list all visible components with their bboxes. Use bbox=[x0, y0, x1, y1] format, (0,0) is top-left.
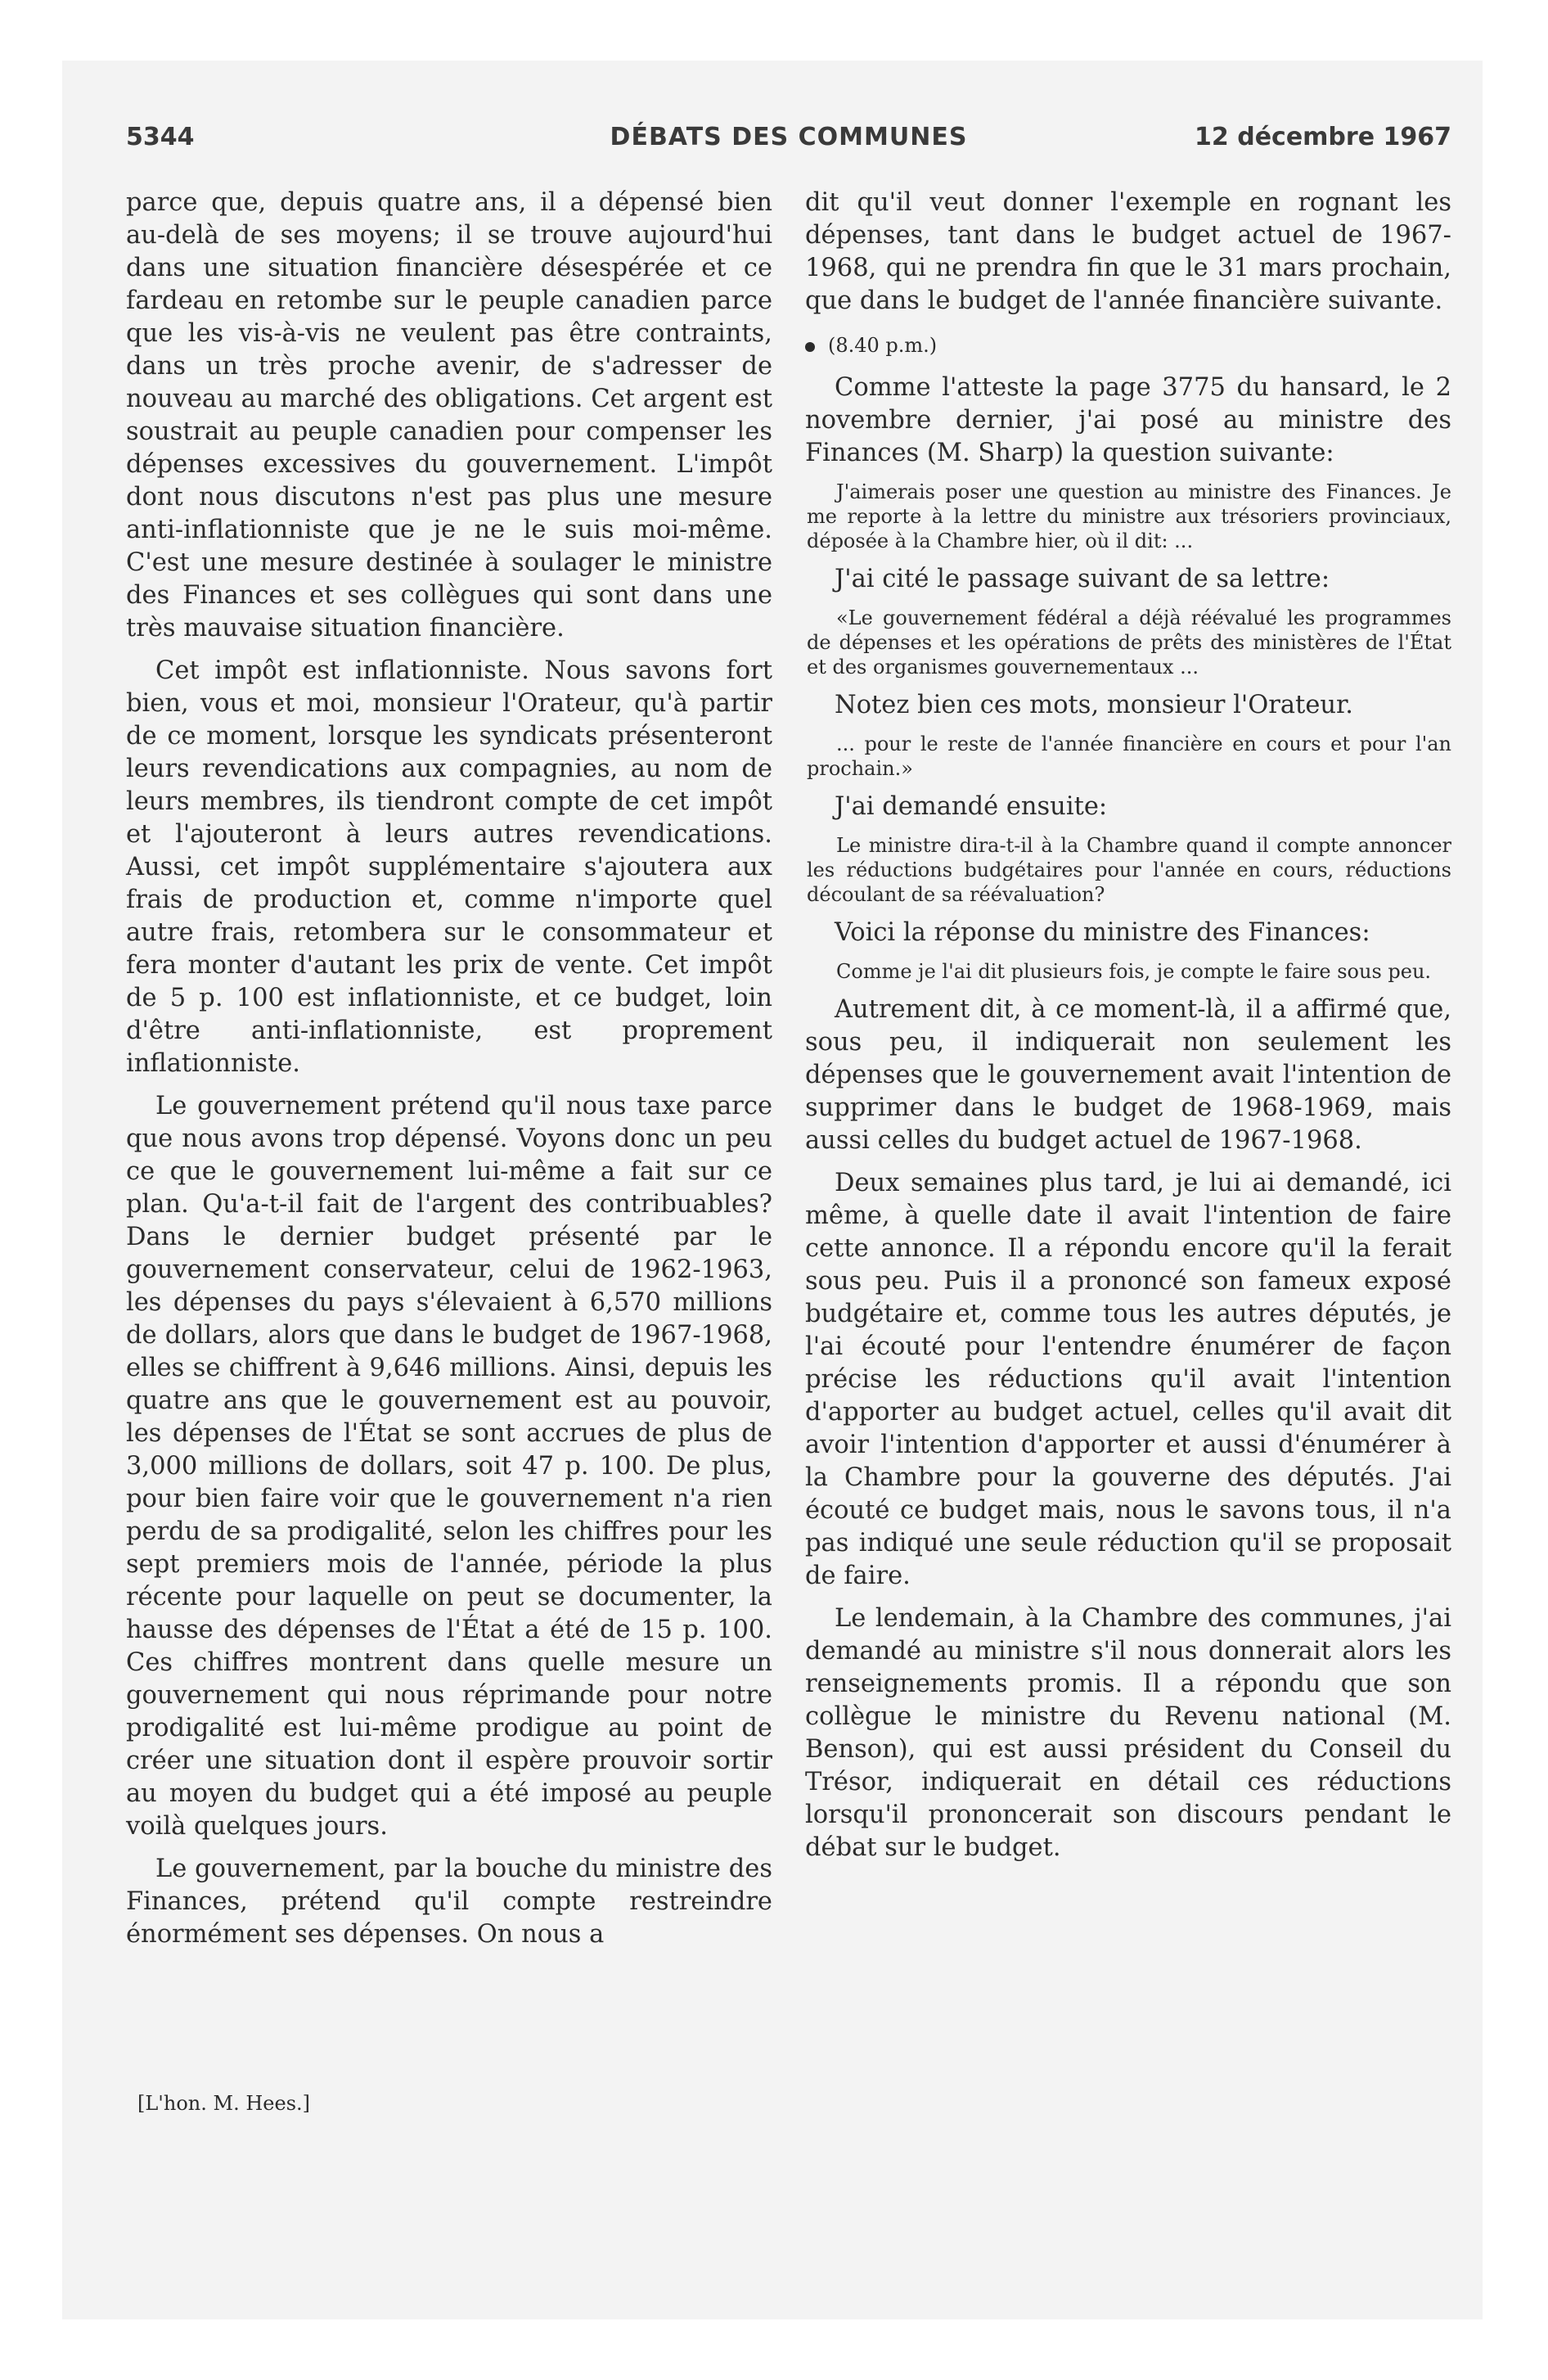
paragraph: J'ai demandé ensuite: bbox=[835, 792, 1108, 821]
left-column bbox=[126, 187, 772, 1961]
quotation: ... pour le reste de l'année financière en cours et pour l'an prochain.» bbox=[807, 732, 1451, 780]
paragraph: Autrement dit, à ce moment-là, il a affirmé que, sous peu, il indiquerait non seulement les dépenses que le gouvernement avait l'intention de supprimer dans le budget de 1968-1969, mais aussi celles du budget actuel de 1967-1968. bbox=[805, 995, 1451, 1155]
publication-title: DÉBATS DES COMMUNES bbox=[610, 123, 968, 151]
paragraph: Notez bien ces mots, monsieur l'Orateur. bbox=[835, 691, 1353, 719]
paragraph: Deux semaines plus tard, je lui ai demandé, ici même, à quelle date il avait l'intention de faire cette annonce. Il a répondu encore qu'il la ferait sous peu. Puis il a prononcé son fameux exposé budgétaire et, comme tous les autres députés, je l'ai écouté pour l'entendre énumérer de façon précise les réductions qu'il avait l'intention d'apporter au budget actuel, celles qu'il avait dit avoir l'intention d'apporter et aussi d'énumérer à la Chambre pour la gouverne des députés. J'ai écouté ce budget mais, nous le savons tous, il n'a pas indiqué une seule réduction qu'il se proposait de faire. bbox=[805, 1169, 1451, 1590]
page-date: 12 décembre 1967 bbox=[1195, 123, 1451, 151]
paragraph: Voici la réponse du ministre des Finances: bbox=[835, 918, 1370, 947]
quotation: «Le gouvernement fédéral a déjà réévalué les programmes de dépenses et les opérations de prêts des ministères de l'État et des organismes gouvernementaux ... bbox=[807, 606, 1451, 678]
paragraph: J'ai cité le passage suivant de sa lettre: bbox=[835, 565, 1330, 593]
paragraph: Le gouvernement, par la bouche du ministre des Finances, prétend qu'il compte restreindre énormément ses dépenses. On nous a bbox=[126, 1855, 772, 1949]
quotation: Le ministre dira-t-il à la Chambre quand il compte annoncer les réductions budgétaires pour l'année en cours, réductions découlant de sa réévaluation? bbox=[807, 834, 1451, 906]
paragraph: Le lendemain, à la Chambre des communes, j'ai demandé au ministre s'il nous donnerait alors les renseignements promis. Il a répondu que son collègue le ministre du Revenu national (M. Benson), qui est aussi président du Conseil du Trésor, indiquerait en détail ces réductions lorsqu'il prononcerait son discours pendant le débat sur le budget. bbox=[805, 1604, 1451, 1862]
paragraph: parce que, depuis quatre ans, il a dépensé bien au-delà de ses moyens; il se trouve aujourd'hui dans une situation financière désespérée et ce fardeau en retombe sur le peuple canadien parce que les vis-à-vis ne veulent pas être contraints, dans un très proche avenir, de s'adresser de nouveau au marché des obligations. Cet argent est soustrait au peuple canadien pour compenser les dépenses excessives du gouvernement. L'impôt dont nous discutons n'est pas plus une mesure anti-inflationniste que je ne le suis moi-même. C'est une mesure destinée à soulager le ministre des Finances et ses collègues qui sont dans une très mauvaise situation financière. bbox=[126, 188, 772, 642]
paragraph: Comme l'atteste la page 3775 du hansard, le 2 novembre dernier, j'ai posé au ministre des Finances (M. Sharp) la question suivante: bbox=[805, 373, 1451, 467]
paragraph: dit qu'il veut donner l'exemple en rognant les dépenses, tant dans le budget actuel de 1967-1968, qui ne prendra fin que le 31 mars prochain, que dans le budget de l'année financière suivante. bbox=[805, 188, 1451, 315]
paragraph: Le gouvernement prétend qu'il nous taxe parce que nous avons trop dépensé. Voyons donc un peu ce que le gouvernement lui-même a fait sur ce plan. Qu'a-t-il fait de l'argent des contribuables? Dans le dernier budget présenté par le gouvernement conservateur, celui de 1962-1963, les dépenses du pays s'élevaient à 6,570 millions de dollars, alors que dans le budget de 1967-1968, elles se chiffrent à 9,646 millions. Ainsi, depuis les quatre ans que le gouvernement est au pouvoir, les dépenses de l'État se sont accrues de plus de 3,000 millions de dollars, soit 47 p. 100. De plus, pour bien faire voir que le gouvernement n'a rien perdu de sa prodigalité, selon les chiffres pour les sept premiers mois de l'année, période la plus récente pour laquelle on peut se documenter, la hausse des dépenses de l'État a été de 15 p. 100. Ces chiffres montrent dans quelle mesure un gouvernement qui nous réprimande pour notre prodigalité est lui-même prodigue au point de créer une situation dont il espère prouvoir sortir au moyen du budget qui a été imposé au peuple voilà quelques jours. bbox=[126, 1092, 772, 1841]
page-number: 5344 bbox=[126, 123, 195, 151]
time-marker bbox=[805, 327, 1451, 363]
quotation: J'aimerais poser une question au ministre des Finances. Je me reporte à la lettre du ministre aux trésoriers provinciaux, déposée à la Chambre hier, où il dit: ... bbox=[807, 480, 1451, 552]
bullet-icon bbox=[805, 342, 815, 352]
paragraph: Cet impôt est inflationniste. Nous savons fort bien, vous et moi, monsieur l'Orateur, qu'à partir de ce moment, lorsque les syndicats présenteront leurs revendications aux compagnies, au nom de leurs membres, ils tiendront compte de cet impôt et l'ajouteront à leurs autres revendications. Aussi, cet impôt supplémentaire s'ajoutera aux frais de production et, comme n'importe quel autre frais, retombera sur le consommateur et fera monter d'autant les prix de vente. Cet impôt de 5 p. 100 est inflationniste, et ce budget, loin d'être anti-inflationniste, est proprement inflationniste. bbox=[126, 656, 772, 1078]
time-marker-text: (8.40 p.m.) bbox=[828, 334, 938, 357]
right-column bbox=[805, 187, 1451, 1874]
speaker-attribution: [L'hon. M. Hees.] bbox=[137, 2092, 310, 2115]
page-header bbox=[126, 123, 1451, 159]
quotation: Comme je l'ai dit plusieurs fois, je compte le faire sous peu. bbox=[836, 960, 1432, 983]
